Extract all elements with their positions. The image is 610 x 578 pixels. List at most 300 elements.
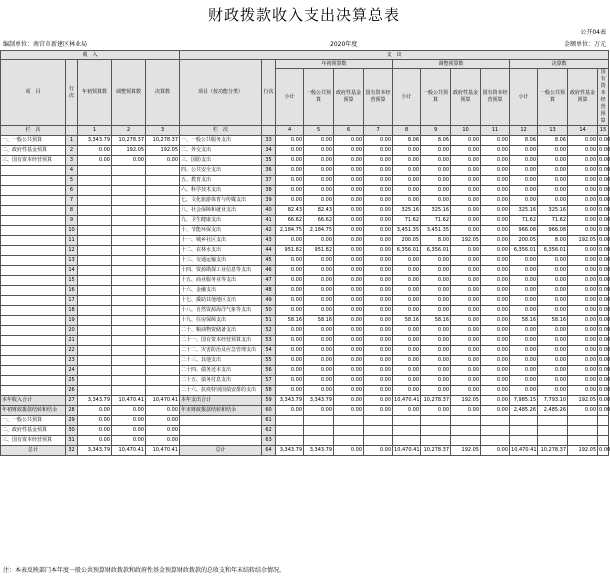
expense-value: 0.00 bbox=[538, 156, 568, 166]
line-number: 64 bbox=[262, 446, 276, 456]
expense-value: 0.00 bbox=[451, 386, 481, 396]
expense-value: 0.00 bbox=[598, 356, 609, 366]
line-number: 25 bbox=[66, 376, 78, 386]
income-value: 0.00 bbox=[112, 426, 146, 436]
expense-value: 0.00 bbox=[598, 166, 609, 176]
expense-value: 0.00 bbox=[421, 406, 451, 416]
income-value: 0.00 bbox=[146, 416, 180, 426]
expense-value: 0.00 bbox=[510, 296, 538, 306]
income-item bbox=[1, 296, 66, 306]
income-value: 10,278.37 bbox=[146, 136, 180, 146]
sub-header: 国有资本经营预算 bbox=[481, 69, 510, 126]
expense-value: 0.00 bbox=[364, 196, 393, 206]
expense-value: 0.00 bbox=[538, 356, 568, 366]
expense-value: 0.00 bbox=[451, 336, 481, 346]
expense-value: 0.00 bbox=[364, 226, 393, 236]
sub-header: 政府性基金预算 bbox=[451, 69, 481, 126]
expense-value: 0.00 bbox=[364, 356, 393, 366]
expense-value: 0.00 bbox=[421, 336, 451, 346]
lanci-blank bbox=[66, 126, 78, 136]
lanci-blank bbox=[262, 126, 276, 136]
sub-header: 国有资本经营预算 bbox=[364, 69, 393, 126]
line-number: 43 bbox=[262, 236, 276, 246]
expense-item bbox=[180, 416, 262, 426]
expense-value: 0.00 bbox=[538, 386, 568, 396]
income-value: 0.00 bbox=[78, 426, 112, 436]
expense-value: 0.00 bbox=[334, 136, 364, 146]
line-number: 52 bbox=[262, 326, 276, 336]
table-row bbox=[1, 146, 609, 156]
expense-value: 0.00 bbox=[334, 156, 364, 166]
col-number: 3 bbox=[146, 126, 180, 136]
line-number: 28 bbox=[66, 406, 78, 416]
table-row bbox=[1, 276, 609, 286]
expense-value: 0.00 bbox=[451, 196, 481, 206]
income-value bbox=[112, 346, 146, 356]
expense-item-header: 项目（按功能分类） bbox=[180, 60, 262, 126]
expense-value: 0.00 bbox=[393, 286, 421, 296]
expense-value: 0.00 bbox=[334, 306, 364, 316]
expense-value: 0.00 bbox=[334, 226, 364, 236]
line-number: 51 bbox=[262, 316, 276, 326]
line-number: 18 bbox=[66, 306, 78, 316]
expense-value: 0.00 bbox=[364, 286, 393, 296]
income-value bbox=[146, 376, 180, 386]
table-row bbox=[1, 366, 609, 376]
expense-value: 0.00 bbox=[334, 326, 364, 336]
income-value bbox=[146, 216, 180, 226]
expense-value: 0.00 bbox=[451, 356, 481, 366]
sub-header: 政府性基金预算 bbox=[568, 69, 598, 126]
expense-value: 0.00 bbox=[481, 256, 510, 266]
expense-value: 71.62 bbox=[393, 216, 421, 226]
expense-value: 192.05 bbox=[568, 446, 598, 456]
expense-item: 八、社会保障和就业支出 bbox=[180, 206, 262, 216]
expense-value: 0.00 bbox=[304, 346, 334, 356]
expense-value: 0.00 bbox=[421, 176, 451, 186]
expense-value bbox=[421, 416, 451, 426]
expense-value: 0.00 bbox=[451, 156, 481, 166]
expense-value: 0.00 bbox=[334, 246, 364, 256]
expense-value bbox=[538, 416, 568, 426]
line-number: 17 bbox=[66, 296, 78, 306]
expense-value: 0.00 bbox=[276, 196, 304, 206]
expense-value: 0.00 bbox=[510, 186, 538, 196]
expense-value: 0.00 bbox=[598, 156, 609, 166]
expense-value: 192.05 bbox=[451, 236, 481, 246]
income-value bbox=[146, 236, 180, 246]
income-item bbox=[1, 266, 66, 276]
expense-value: 325.16 bbox=[538, 206, 568, 216]
expense-value: 0.00 bbox=[276, 376, 304, 386]
expense-value: 0.00 bbox=[451, 266, 481, 276]
expense-value: 0.00 bbox=[276, 266, 304, 276]
income-value bbox=[78, 326, 112, 336]
line-number: 9 bbox=[66, 216, 78, 226]
inc-col-header: 调整预算数 bbox=[112, 60, 146, 126]
expense-value: 0.00 bbox=[364, 396, 393, 406]
expense-value: 0.00 bbox=[334, 366, 364, 376]
expense-value bbox=[393, 416, 421, 426]
table-row bbox=[1, 246, 609, 256]
group-header: 决算数 bbox=[510, 60, 609, 69]
expense-value: 0.00 bbox=[421, 346, 451, 356]
expense-value: 10,470.41 bbox=[510, 446, 538, 456]
expense-value: 0.00 bbox=[393, 386, 421, 396]
expense-value: 8.06 bbox=[421, 136, 451, 146]
expense-value bbox=[510, 416, 538, 426]
expense-value: 0.00 bbox=[304, 326, 334, 336]
expense-value: 0.00 bbox=[421, 386, 451, 396]
expense-value: 71.62 bbox=[421, 216, 451, 226]
group-header: 调整预算数 bbox=[393, 60, 510, 69]
col-number: 10 bbox=[451, 126, 481, 136]
income-item: 一、一般公共预算 bbox=[1, 136, 66, 146]
inc-col-header: 年初预算数 bbox=[78, 60, 112, 126]
expense-value: 0.00 bbox=[598, 246, 609, 256]
table-row bbox=[1, 136, 609, 146]
line-header: 行次 bbox=[262, 60, 276, 126]
income-value bbox=[146, 336, 180, 346]
expense-value: 0.00 bbox=[304, 256, 334, 266]
expense-item: 三、国防支出 bbox=[180, 156, 262, 166]
expense-value: 0.00 bbox=[568, 356, 598, 366]
line-number: 32 bbox=[66, 446, 78, 456]
expense-value: 0.00 bbox=[364, 246, 393, 256]
expense-value: 0.00 bbox=[451, 226, 481, 236]
income-value bbox=[146, 306, 180, 316]
expense-value: 58.16 bbox=[538, 316, 568, 326]
expense-value: 58.16 bbox=[421, 316, 451, 326]
expense-item: 二十五、债务付息支出 bbox=[180, 376, 262, 386]
table-row bbox=[1, 156, 609, 166]
expense-value: 0.00 bbox=[481, 216, 510, 226]
expense-value: 0.00 bbox=[364, 406, 393, 416]
expense-value: 0.00 bbox=[568, 366, 598, 376]
expense-value: 6,356.01 bbox=[510, 246, 538, 256]
expense-value: 0.00 bbox=[451, 276, 481, 286]
income-value bbox=[146, 186, 180, 196]
sub-header: 一般公共预算 bbox=[538, 69, 568, 126]
expense-value: 0.00 bbox=[481, 166, 510, 176]
expense-value: 0.00 bbox=[538, 196, 568, 206]
expense-value: 0.00 bbox=[393, 146, 421, 156]
income-value: 0.00 bbox=[78, 406, 112, 416]
col-number: 8 bbox=[393, 126, 421, 136]
income-value bbox=[112, 206, 146, 216]
line-number: 38 bbox=[262, 186, 276, 196]
expense-value: 0.00 bbox=[276, 386, 304, 396]
expense-value: 0.00 bbox=[451, 206, 481, 216]
income-value bbox=[112, 176, 146, 186]
expense-value: 0.00 bbox=[568, 166, 598, 176]
income-value bbox=[146, 326, 180, 336]
line-number: 56 bbox=[262, 366, 276, 376]
expense-value: 0.00 bbox=[568, 406, 598, 416]
expense-value bbox=[598, 426, 609, 436]
expense-value: 0.00 bbox=[393, 306, 421, 316]
col-number: 15 bbox=[598, 126, 609, 136]
expense-value: 0.00 bbox=[568, 186, 598, 196]
expense-value: 0.00 bbox=[364, 446, 393, 456]
expense-value: 0.00 bbox=[598, 326, 609, 336]
inc-col-header: 决算数 bbox=[146, 60, 180, 126]
expense-value: 966.08 bbox=[538, 226, 568, 236]
income-value: 0.00 bbox=[78, 156, 112, 166]
expense-value: 3,343.79 bbox=[304, 396, 334, 406]
sub-header: 小计 bbox=[510, 69, 538, 126]
expense-value: 0.00 bbox=[334, 406, 364, 416]
expense-value: 3,343.79 bbox=[276, 396, 304, 406]
line-number: 49 bbox=[262, 296, 276, 306]
expense-value: 0.00 bbox=[334, 176, 364, 186]
expense-value: 0.00 bbox=[568, 276, 598, 286]
income-value bbox=[146, 366, 180, 376]
expense-item: 总计 bbox=[180, 446, 262, 456]
expense-value: 0.00 bbox=[276, 306, 304, 316]
expense-item: 九、卫生健康支出 bbox=[180, 216, 262, 226]
expense-value: 0.00 bbox=[393, 326, 421, 336]
income-value bbox=[112, 196, 146, 206]
expense-value: 0.00 bbox=[510, 376, 538, 386]
expense-value: 6,356.01 bbox=[393, 246, 421, 256]
expense-value: 0.00 bbox=[334, 216, 364, 226]
line-number: 11 bbox=[66, 236, 78, 246]
expense-value: 0.00 bbox=[421, 356, 451, 366]
line-number: 6 bbox=[66, 186, 78, 196]
income-value: 192.05 bbox=[112, 146, 146, 156]
expense-value: 0.00 bbox=[598, 196, 609, 206]
line-number: 36 bbox=[262, 166, 276, 176]
table-row bbox=[1, 386, 609, 396]
expense-value: 192.05 bbox=[568, 396, 598, 406]
expense-value: 0.00 bbox=[304, 366, 334, 376]
expense-value bbox=[304, 416, 334, 426]
expense-value: 0.00 bbox=[364, 216, 393, 226]
expense-value: 66.62 bbox=[304, 216, 334, 226]
line-number: 46 bbox=[262, 266, 276, 276]
expense-value: 0.00 bbox=[538, 306, 568, 316]
income-value bbox=[78, 316, 112, 326]
expense-item: 十、节能环保支出 bbox=[180, 226, 262, 236]
expense-value bbox=[568, 436, 598, 446]
expense-value: 6,356.01 bbox=[538, 246, 568, 256]
income-value bbox=[146, 206, 180, 216]
expense-value: 0.00 bbox=[598, 306, 609, 316]
income-value bbox=[78, 336, 112, 346]
expense-value: 0.00 bbox=[304, 336, 334, 346]
expense-value: 0.00 bbox=[538, 166, 568, 176]
expense-value: 0.00 bbox=[364, 256, 393, 266]
expense-value: 0.00 bbox=[510, 276, 538, 286]
expense-value: 0.00 bbox=[538, 326, 568, 336]
line-number: 50 bbox=[262, 306, 276, 316]
expense-value: 0.00 bbox=[421, 366, 451, 376]
expense-value: 0.00 bbox=[393, 156, 421, 166]
expense-value: 10,470.41 bbox=[393, 446, 421, 456]
expense-value: 0.00 bbox=[538, 186, 568, 196]
income-value bbox=[112, 276, 146, 286]
line-number: 8 bbox=[66, 206, 78, 216]
expense-value: 0.00 bbox=[568, 216, 598, 226]
expense-value: 0.00 bbox=[393, 406, 421, 416]
expense-value: 0.00 bbox=[568, 246, 598, 256]
income-value bbox=[78, 366, 112, 376]
expense-value bbox=[304, 436, 334, 446]
expense-value: 951.82 bbox=[276, 246, 304, 256]
income-value bbox=[146, 346, 180, 356]
expense-value bbox=[421, 436, 451, 446]
expense-value: 0.00 bbox=[451, 146, 481, 156]
table-row bbox=[1, 216, 609, 226]
expense-item: 十八、自然资源海洋气象等支出 bbox=[180, 306, 262, 316]
table-row bbox=[1, 286, 609, 296]
expense-value: 0.00 bbox=[364, 296, 393, 306]
expense-value: 58.16 bbox=[393, 316, 421, 326]
line-number: 1 bbox=[66, 136, 78, 146]
expense-value: 0.00 bbox=[304, 266, 334, 276]
expense-value: 0.00 bbox=[364, 186, 393, 196]
income-item bbox=[1, 326, 66, 336]
expense-value: 200.05 bbox=[510, 236, 538, 246]
expense-value: 58.16 bbox=[510, 316, 538, 326]
expense-value: 10,278.37 bbox=[421, 446, 451, 456]
expense-value: 0.00 bbox=[276, 256, 304, 266]
line-number: 39 bbox=[262, 196, 276, 206]
expense-value: 0.00 bbox=[304, 166, 334, 176]
expense-value: 0.00 bbox=[538, 346, 568, 356]
income-value bbox=[146, 196, 180, 206]
expense-value: 0.00 bbox=[568, 336, 598, 346]
line-number: 15 bbox=[66, 276, 78, 286]
expense-value: 0.00 bbox=[276, 136, 304, 146]
meta-bar bbox=[0, 37, 608, 47]
expense-value: 0.00 bbox=[568, 196, 598, 206]
table-row bbox=[1, 256, 609, 266]
expense-value: 0.00 bbox=[510, 146, 538, 156]
line-number: 45 bbox=[262, 256, 276, 266]
expense-value: 0.00 bbox=[510, 366, 538, 376]
expense-value: 0.00 bbox=[393, 346, 421, 356]
expense-value: 0.00 bbox=[598, 406, 609, 416]
income-value bbox=[112, 326, 146, 336]
income-value bbox=[78, 266, 112, 276]
expense-value: 0.00 bbox=[304, 156, 334, 166]
expense-value: 0.00 bbox=[304, 136, 334, 146]
expense-value bbox=[364, 426, 393, 436]
expense-value bbox=[276, 426, 304, 436]
expense-item: 十六、金融支出 bbox=[180, 286, 262, 296]
expense-value: 0.00 bbox=[393, 366, 421, 376]
line-number: 2 bbox=[66, 146, 78, 156]
expense-value: 0.00 bbox=[538, 376, 568, 386]
expense-value: 0.00 bbox=[364, 136, 393, 146]
expense-item: 二十二、灾害防治及应急管理支出 bbox=[180, 346, 262, 356]
expense-value: 0.00 bbox=[364, 316, 393, 326]
expense-value bbox=[481, 426, 510, 436]
income-value bbox=[78, 286, 112, 296]
income-item: 本年收入合计 bbox=[1, 396, 66, 406]
income-value bbox=[78, 206, 112, 216]
expense-value: 192.05 bbox=[451, 396, 481, 406]
expense-value: 0.00 bbox=[451, 256, 481, 266]
expense-value: 0.00 bbox=[538, 286, 568, 296]
line-number: 55 bbox=[262, 356, 276, 366]
line-number: 57 bbox=[262, 376, 276, 386]
expense-value: 0.00 bbox=[364, 266, 393, 276]
income-value bbox=[78, 296, 112, 306]
expense-item bbox=[180, 426, 262, 436]
income-item: 年初财政拨款结转和结余 bbox=[1, 406, 66, 416]
income-value bbox=[146, 266, 180, 276]
lanci-label: 栏 次 bbox=[180, 126, 262, 136]
expense-value: 0.00 bbox=[364, 146, 393, 156]
expense-value: 3,343.79 bbox=[304, 446, 334, 456]
income-value bbox=[112, 246, 146, 256]
expense-value: 8.00 bbox=[538, 236, 568, 246]
income-value bbox=[112, 296, 146, 306]
line-number: 37 bbox=[262, 176, 276, 186]
expense-value bbox=[276, 416, 304, 426]
income-value bbox=[112, 286, 146, 296]
income-value: 0.00 bbox=[112, 406, 146, 416]
expense-value: 0.00 bbox=[304, 356, 334, 366]
income-item bbox=[1, 276, 66, 286]
footnote: 注：本表反映部门本年度一般公共预算财政拨款和政府性基金预算财政拨款的总收支和年末结转结余情况。 bbox=[3, 567, 286, 574]
table-row bbox=[1, 186, 609, 196]
sub-header: 小计 bbox=[276, 69, 304, 126]
income-value bbox=[78, 276, 112, 286]
income-value bbox=[146, 276, 180, 286]
expense-value: 0.00 bbox=[510, 386, 538, 396]
expense-value: 0.00 bbox=[421, 166, 451, 176]
expense-value: 0.00 bbox=[421, 326, 451, 336]
expense-value: 0.00 bbox=[276, 156, 304, 166]
col-number: 7 bbox=[364, 126, 393, 136]
expense-value: 0.00 bbox=[481, 156, 510, 166]
expense-value: 0.00 bbox=[276, 356, 304, 366]
income-value: 0.00 bbox=[146, 406, 180, 416]
expense-value: 0.00 bbox=[393, 256, 421, 266]
expense-value bbox=[451, 436, 481, 446]
expense-value: 0.00 bbox=[481, 296, 510, 306]
income-header: 收 入 bbox=[1, 51, 180, 60]
expense-value: 2,485.26 bbox=[510, 406, 538, 416]
income-value bbox=[112, 256, 146, 266]
table-row bbox=[1, 346, 609, 356]
expense-value: 192.05 bbox=[451, 446, 481, 456]
line-number: 62 bbox=[262, 426, 276, 436]
sub-header: 国有资本经营预算 bbox=[598, 69, 609, 126]
line-number: 26 bbox=[66, 386, 78, 396]
expense-value: 0.00 bbox=[568, 136, 598, 146]
expense-value: 0.00 bbox=[276, 166, 304, 176]
expense-value: 0.00 bbox=[481, 196, 510, 206]
income-value bbox=[78, 216, 112, 226]
income-item: 三、国有资本经营预算 bbox=[1, 156, 66, 166]
sub-header: 小计 bbox=[393, 69, 421, 126]
table-row bbox=[1, 416, 609, 426]
expense-value: 0.00 bbox=[538, 176, 568, 186]
expense-value: 10,470.41 bbox=[393, 396, 421, 406]
expense-value bbox=[304, 426, 334, 436]
income-item bbox=[1, 386, 66, 396]
income-value bbox=[78, 246, 112, 256]
expense-value: 0.00 bbox=[421, 306, 451, 316]
expense-value: 0.00 bbox=[421, 266, 451, 276]
line-number: 58 bbox=[262, 386, 276, 396]
expense-value: 0.00 bbox=[510, 306, 538, 316]
